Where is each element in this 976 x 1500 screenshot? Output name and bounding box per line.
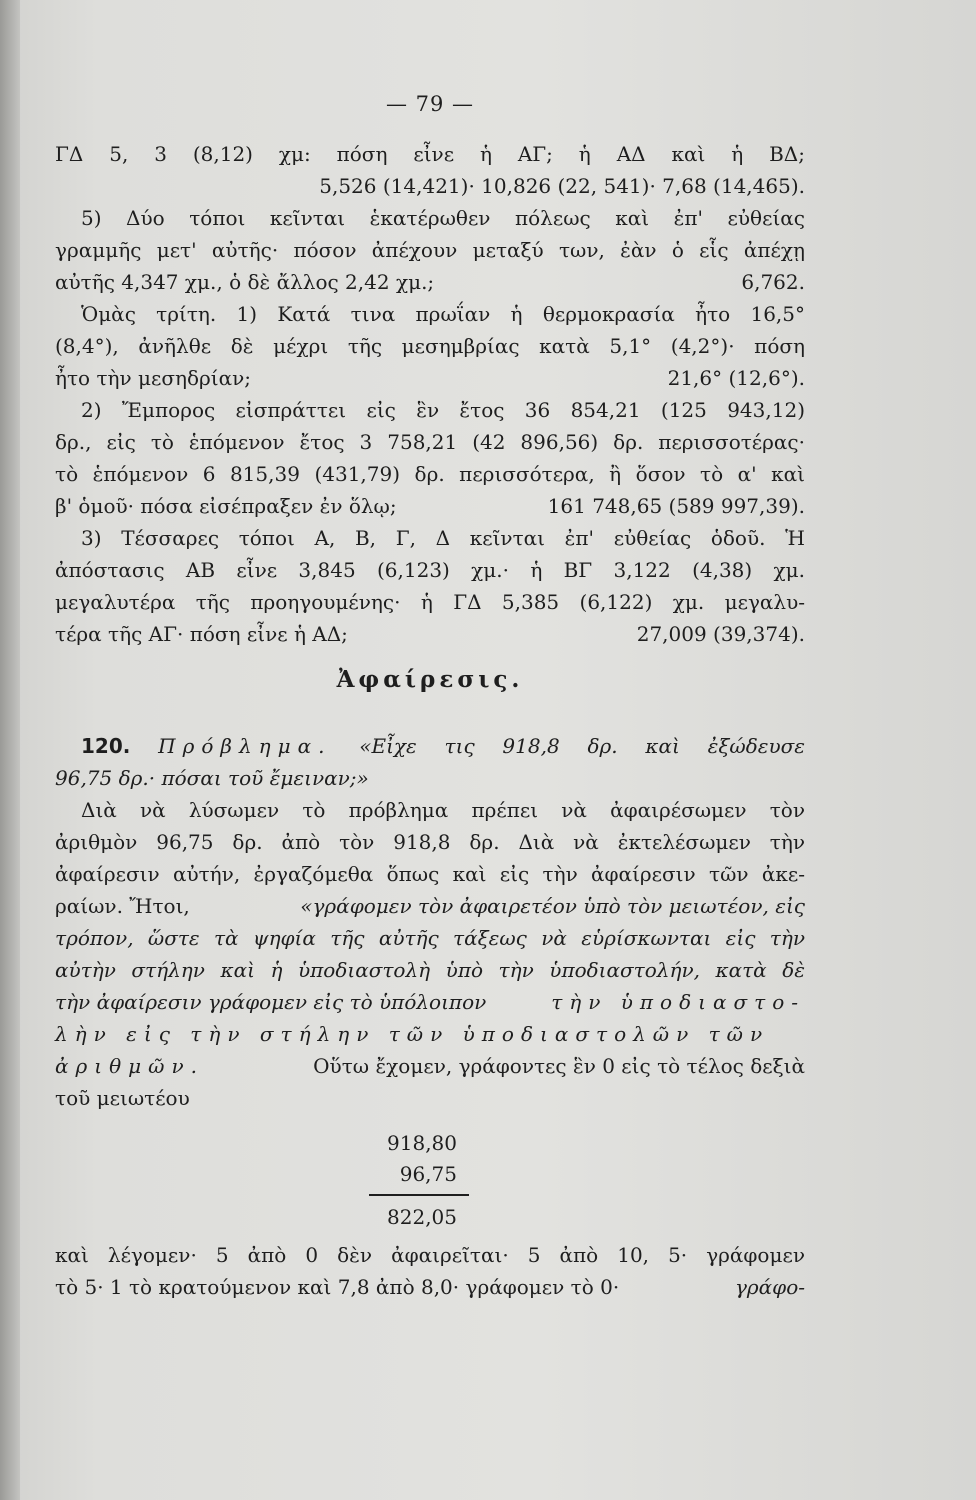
text-line [55,890,805,922]
text-fragment: γράφο- [734,1275,805,1299]
text-line [55,266,805,298]
question-text: β' ὁμοῦ· πόσα εἰσέπραξεν ἐν ὅλῳ; [55,494,397,518]
quoted-rule: «γράφομεν τὸν ἀφαιρετέον ὑπὸ τὸν μειωτέον, εἰς [300,894,805,918]
question-text: τέρα τῆς ΑΓ· πόση εἶνε ἡ ΑΔ; [55,622,348,646]
exercise-5 [55,202,805,298]
difference: 822,05 [387,1205,457,1229]
text-line [55,1050,805,1082]
text-fragment: ραίων. Ἤτοι, [55,894,190,918]
text-line: καὶ λέγομεν· 5 ἀπὸ 0 δὲν ἀφαιρεῖται· 5 ἀπὸ 10, 5· γράφομεν [55,1243,805,1267]
text-line: 2) Ἔμπορος εἰσπράττει εἰς ἓν ἔτος 36 854,21 (125 943,12) [81,398,805,422]
page-binding-shadow [0,0,20,1500]
spaced-text: ἀριθμῶν. [55,1054,204,1078]
text-line [55,986,805,1018]
text-line: ἀφαίρεσιν αὐτήν, ἐργαζόμεθα ὅπως καὶ εἰς τὴν ἀφαίρεσιν τῶν ἀκε- [55,862,805,886]
final-paragraph [55,1239,805,1303]
problem-number: 120. [81,734,131,758]
text-line: 3) Τέσσαρες τόποι Α, Β, Γ, Δ κεῖνται ἐπ' εὐθείας ὁδοῦ. Ἡ [81,526,805,550]
text-line [55,618,805,650]
text-line: αὐτὴν στήλην καὶ ἡ ὑποδιαστολὴ ὑπὸ τὴν ὑποδιαστολήν, κατὰ δὲ [55,958,805,982]
text-line: ἀπόστασις ΑΒ εἶνε 3,845 (6,123) χμ.· ἡ ΒΓ 3,122 (4,38) χμ. [55,558,805,582]
calculation-rule [369,1194,469,1196]
problem-label: Πρόβλημα. [158,734,332,758]
explanation-paragraph [55,794,805,1114]
group-three-exercise-1 [55,298,805,394]
text-line: (8,4°), ἀνῆλθε δὲ μέχρι τῆς μεσημβρίας κατὰ 5,1° (4,2°)· πόση [55,334,805,358]
question-text: ἦτο τὴν μεσηδρίαν; [55,366,252,390]
text-line: ἀριθμὸν 96,75 δρ. ἀπὸ τὸν 918,8 δρ. Διὰ νὰ ἐκτελέσωμεν τὴν [55,830,805,854]
text-fragment: τὸ 5· 1 τὸ κρατούμενον καὶ 7,8 ἀπὸ 8,0· γράφομεν τὸ 0· [55,1275,620,1299]
subtraction-calculation [55,1128,805,1233]
text-line: 5) Δύο τόποι κεῖνται ἑκατέρωθεν πόλεως καὶ ἐπ' εὐθείας [81,206,805,230]
exercise-2 [55,394,805,522]
text-line [55,730,805,762]
page-number: — 79 — [385,92,475,116]
answer-line: 5,526 (14,421)· 10,826 (22, 541)· 7,68 (14,465). [319,174,805,198]
text-line: ΓΔ 5, 3 (8,12) χμ: πόση εἶνε ἡ ΑΓ; ἡ ΑΔ καὶ ἡ ΒΔ; [55,142,805,166]
text-line: Διὰ νὰ λύσωμεν τὸ πρόβλημα πρέπει νὰ ἀφαιρέσωμεν τὸν [81,798,805,822]
text-line: τρόπον, ὥστε τὰ ψηφία τῆς αὐτῆς τάξεως νὰ εὑρίσκωνται εἰς τὴν [55,926,805,950]
text-line: τὸ ἑπόμενον 6 815,39 (431,79) δρ. περισσότερα, ἢ ὅσον τὸ α' καὶ [55,462,805,486]
answer: 27,009 (39,374). [636,622,805,646]
text-line: Ὁμὰς τρίτη. 1) Κατά τινα πρωΐαν ἡ θερμοκρασία ἦτο 16,5° [81,302,805,326]
text-line [55,1271,805,1303]
problem-120 [55,730,805,794]
subtrahend: 96,75 [399,1162,457,1186]
minuend: 918,80 [387,1131,457,1155]
page-body [55,138,805,1303]
question-text: αὐτῆς 4,347 χμ., ὁ δὲ ἄλλος 2,42 χμ.; [55,270,435,294]
text-fragment: τὴν ἀφαίρεσιν γράφομεν εἰς τὸ ὑπόλοιπον [55,990,487,1014]
section-heading: Ἀφαίρεσις. [336,666,524,693]
text-line [55,490,805,522]
answer: 6,762. [741,270,805,294]
spaced-text: τὴν ὑποδιαστο- [551,990,805,1014]
text-line: γραμμῆς μετ' αὐτῆς· πόσον ἀπέχουν μεταξύ των, ἐὰν ὁ εἷς ἀπέχῃ [55,238,805,262]
answer: 161 748,65 (589 997,39). [547,494,805,518]
text-fragment: Οὕτω ἔχομεν, γράφοντες ἓν 0 εἰς τὸ τέλος δεξιὰ [313,1054,805,1078]
text-line: τοῦ μειωτέου [55,1086,190,1110]
text-line: δρ., εἰς τὸ ἑπόμενον ἔτος 3 758,21 (42 896,56) δρ. περισσοτέρας· [55,430,805,454]
problem-text: «Εἶχε τις 918,8 δρ. καὶ ἐξώδευσε [359,734,805,758]
exercise-3 [55,522,805,650]
spaced-text-line: λὴν εἰς τὴν στήλην τῶν ὑποδιαστολῶν τῶν [55,1022,770,1046]
text-line: μεγαλυτέρα τῆς προηγουμένης· ἡ ΓΔ 5,385 (6,122) χμ. μεγαλυ- [55,590,805,614]
answers-block-1 [55,138,805,202]
answer: 21,6° (12,6°). [667,366,805,390]
text-line [55,362,805,394]
text-line: 96,75 δρ.· πόσαι τοῦ ἔμειναν;» [55,766,369,790]
